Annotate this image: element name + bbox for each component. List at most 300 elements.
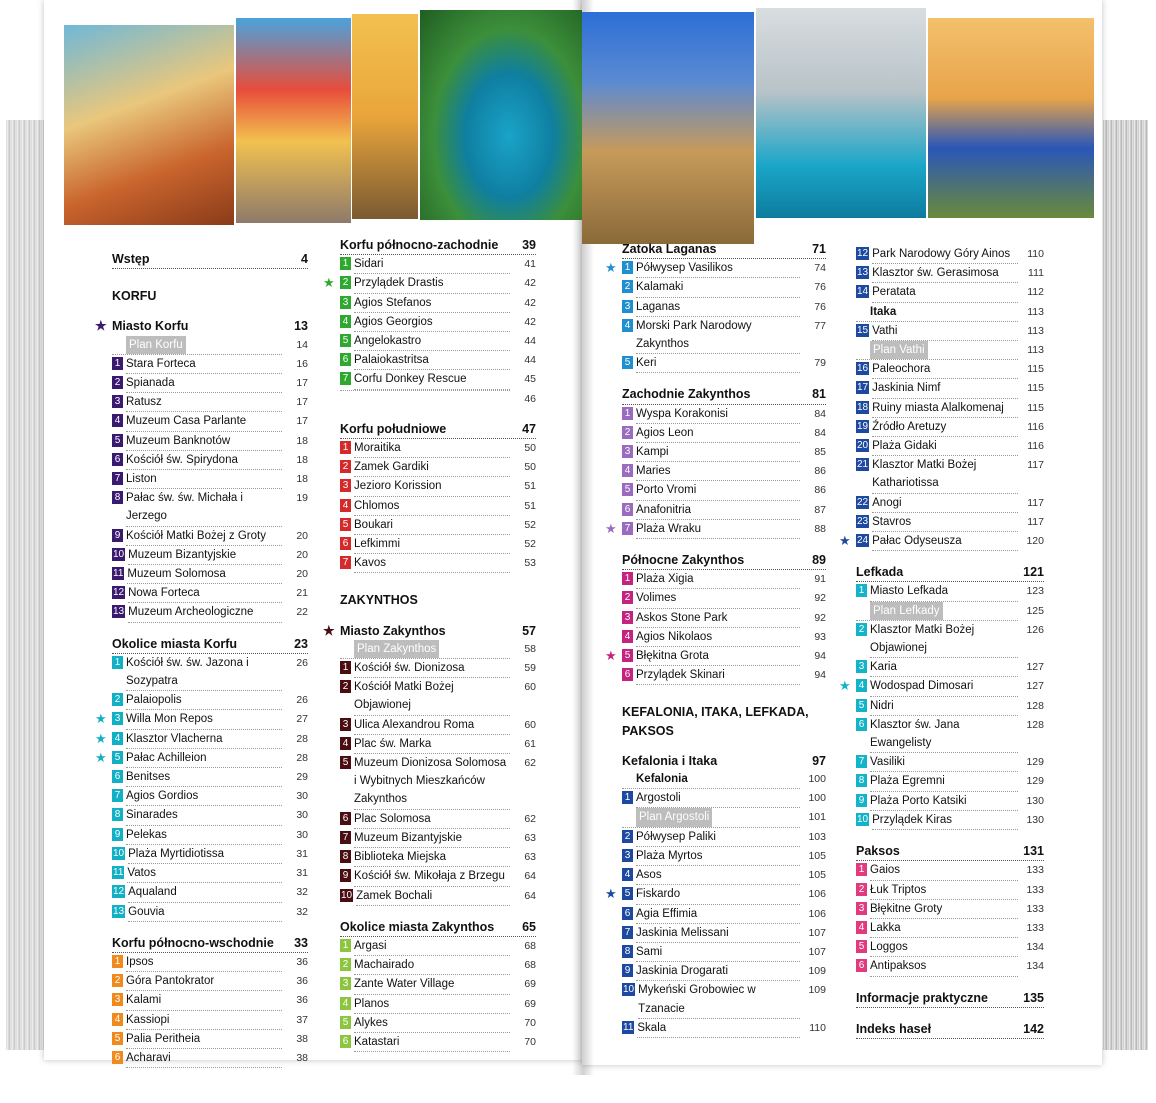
entry-title: Argasi bbox=[354, 937, 510, 956]
entry-number-badge: 3 bbox=[856, 902, 867, 915]
entry-title: Przylądek Drastis bbox=[354, 274, 510, 293]
section-page: 33 bbox=[294, 935, 308, 950]
entry-title: Zante Water Village bbox=[354, 975, 510, 994]
entry-number-badge: 7 bbox=[112, 789, 123, 802]
entry-title: Askos Stone Park bbox=[636, 609, 800, 628]
entry-page: 17 bbox=[296, 396, 308, 409]
toc-entry[interactable] bbox=[856, 264, 1044, 283]
toc-entry[interactable] bbox=[856, 658, 1044, 677]
entry-number-badge: 4 bbox=[622, 630, 633, 643]
entry-number-badge: 5 bbox=[622, 356, 633, 369]
entry-title: Agios Georgios bbox=[354, 313, 510, 332]
toc-entry[interactable] bbox=[112, 546, 308, 565]
toc-entry[interactable] bbox=[340, 313, 536, 332]
toc-entry[interactable] bbox=[112, 1030, 308, 1049]
section-heading[interactable] bbox=[856, 989, 1044, 1008]
subsection-title: Itaka bbox=[856, 303, 1018, 322]
entry-title: Przylądek Kiras bbox=[872, 811, 1018, 830]
entry-page: 130 bbox=[1026, 794, 1044, 807]
entry-title: Chlomos bbox=[354, 497, 510, 516]
toc-entry[interactable] bbox=[856, 792, 1044, 811]
toc-entry[interactable] bbox=[622, 354, 826, 373]
toc-entry[interactable] bbox=[95, 749, 308, 768]
entry-title: Plaża Myrtidiotissa bbox=[128, 845, 282, 864]
toc-entry[interactable] bbox=[856, 811, 1044, 830]
toc-entry[interactable] bbox=[112, 412, 308, 431]
section-heading[interactable] bbox=[622, 240, 826, 259]
entry-page: 41 bbox=[524, 258, 536, 271]
entry-title: Anogi bbox=[872, 494, 1018, 513]
entry-title: Ulica Alexandrou Roma bbox=[354, 716, 510, 735]
entry-page: 133 bbox=[1026, 902, 1044, 915]
entry-number-badge: 9 bbox=[622, 964, 633, 977]
entry-number-badge: 5 bbox=[340, 756, 351, 769]
toc-entry[interactable] bbox=[340, 255, 536, 274]
entry-page: 64 bbox=[524, 870, 536, 883]
section-heading[interactable] bbox=[340, 420, 536, 439]
entry-page: 92 bbox=[814, 611, 826, 624]
entry-page: 38 bbox=[296, 1051, 308, 1064]
toc-entry[interactable] bbox=[622, 924, 826, 943]
toc-entry[interactable] bbox=[340, 554, 536, 573]
toc-entry[interactable] bbox=[839, 532, 1044, 551]
toc-entry[interactable] bbox=[112, 451, 308, 470]
toc-entry[interactable] bbox=[340, 887, 536, 906]
map-entry[interactable] bbox=[856, 602, 1044, 621]
toc-entry[interactable] bbox=[605, 647, 826, 666]
section-page: 121 bbox=[1023, 565, 1044, 580]
entry-number-badge: 4 bbox=[856, 679, 867, 692]
entry-title: Kassiopi bbox=[126, 1011, 282, 1030]
toc-entry[interactable] bbox=[112, 972, 308, 991]
toc-entry[interactable] bbox=[340, 867, 536, 886]
entry-title: Agios Stefanos bbox=[354, 294, 510, 313]
section-title: Okolice miasta Korfu bbox=[112, 636, 238, 651]
toc-entry[interactable] bbox=[340, 1033, 536, 1052]
toc-entry[interactable] bbox=[622, 589, 826, 608]
toc-entry[interactable] bbox=[856, 418, 1044, 437]
entry-number-badge: 2 bbox=[622, 591, 633, 604]
toc-entry[interactable] bbox=[856, 938, 1044, 957]
section-heading[interactable] bbox=[856, 842, 1044, 861]
entry-page: 105 bbox=[808, 869, 826, 882]
toc-entry[interactable] bbox=[856, 494, 1044, 513]
toc-entry[interactable] bbox=[112, 489, 308, 526]
toc-entry[interactable] bbox=[112, 1011, 308, 1030]
entry-number-badge: 1 bbox=[112, 357, 123, 370]
star-icon: ★ bbox=[323, 275, 335, 291]
entry-page: 70 bbox=[524, 1016, 536, 1029]
toc-entry[interactable] bbox=[340, 332, 536, 351]
section-heading[interactable] bbox=[622, 752, 826, 770]
entry-page: 53 bbox=[524, 557, 536, 570]
entry-number-badge: 4 bbox=[340, 997, 351, 1010]
section-heading[interactable] bbox=[323, 622, 536, 640]
entry-page: 52 bbox=[524, 538, 536, 551]
toc-entry[interactable] bbox=[340, 477, 536, 496]
page-edges-left bbox=[6, 120, 46, 1050]
toc-entry[interactable] bbox=[622, 943, 826, 962]
entry-page: 109 bbox=[808, 984, 826, 997]
entry-title: Przylądek Skinari bbox=[636, 666, 800, 685]
toc-entry[interactable] bbox=[622, 570, 826, 589]
toc-entry[interactable] bbox=[95, 730, 308, 749]
entry-number-badge: 1 bbox=[622, 407, 633, 420]
toc-entry[interactable] bbox=[856, 360, 1044, 379]
toc-entry[interactable] bbox=[622, 628, 826, 647]
entry-number-badge: 2 bbox=[112, 693, 123, 706]
entry-title: Błękitne Groty bbox=[870, 900, 1018, 919]
toc-entry[interactable] bbox=[622, 501, 826, 520]
toc-entry[interactable] bbox=[622, 298, 826, 317]
entry-title: Klasztor św. Gerasimosa bbox=[872, 264, 1018, 283]
entry-title: Asos bbox=[636, 866, 800, 885]
map-entry[interactable] bbox=[856, 341, 1044, 360]
entry-number-badge: 1 bbox=[340, 257, 351, 270]
section-heading[interactable] bbox=[622, 551, 826, 570]
entry-page: 88 bbox=[814, 522, 826, 535]
toc-entry[interactable] bbox=[340, 458, 536, 477]
toc-entry[interactable] bbox=[112, 787, 308, 806]
section-heading[interactable] bbox=[112, 250, 308, 269]
entry-title: Kalami bbox=[126, 991, 282, 1010]
entry-title: Plaża Porto Katsiki bbox=[870, 792, 1018, 811]
map-page: 113 bbox=[1027, 344, 1044, 357]
toc-entry[interactable] bbox=[605, 259, 826, 278]
toc-entry[interactable] bbox=[856, 697, 1044, 716]
entry-number-badge: 6 bbox=[112, 1051, 123, 1064]
entry-page: 110 bbox=[809, 1021, 826, 1034]
entry-title: Plaża Egremni bbox=[870, 772, 1018, 791]
entry-number-badge: 5 bbox=[340, 1016, 351, 1029]
toc-entry[interactable] bbox=[112, 654, 308, 691]
toc-entry[interactable] bbox=[112, 953, 308, 972]
toc-entry[interactable] bbox=[622, 847, 826, 866]
entry-title: Sami bbox=[636, 943, 800, 962]
entry-page: 79 bbox=[814, 357, 826, 370]
section-heading[interactable] bbox=[95, 317, 308, 335]
entry-title: Pałac św. św. Michała i Jerzego bbox=[126, 489, 282, 526]
entry-page: 123 bbox=[1026, 585, 1044, 598]
entry-number-badge: 10 bbox=[113, 847, 125, 859]
toc-entry[interactable] bbox=[340, 937, 536, 956]
toc-entry[interactable] bbox=[112, 845, 308, 864]
toc-entry[interactable] bbox=[112, 768, 308, 787]
toc-entry[interactable] bbox=[856, 772, 1044, 791]
toc-entry[interactable] bbox=[622, 905, 826, 924]
photo-cliff-beach bbox=[64, 25, 234, 225]
entry-number-badge: 9 bbox=[112, 529, 123, 542]
toc-entry[interactable] bbox=[112, 864, 308, 883]
star-icon: ★ bbox=[323, 622, 335, 638]
toc-entry[interactable] bbox=[856, 900, 1044, 919]
section-title: Lefkada bbox=[856, 565, 904, 580]
toc-entry[interactable] bbox=[622, 317, 826, 354]
toc-entry[interactable] bbox=[856, 513, 1044, 532]
toc-entry[interactable] bbox=[112, 470, 308, 489]
section-heading[interactable] bbox=[112, 635, 308, 654]
toc-entry[interactable] bbox=[340, 294, 536, 313]
entry-number-badge: 5 bbox=[340, 334, 351, 347]
entry-number-badge: 4 bbox=[622, 868, 633, 881]
entry-number-badge: 1 bbox=[622, 261, 633, 274]
toc-entry[interactable] bbox=[856, 456, 1044, 493]
entry-page: 59 bbox=[524, 662, 536, 675]
section-heading[interactable] bbox=[622, 385, 826, 404]
photo-yellow-house bbox=[352, 14, 418, 219]
toc-entry[interactable] bbox=[340, 659, 536, 678]
toc-entry[interactable] bbox=[605, 885, 826, 904]
toc-entry[interactable] bbox=[622, 789, 826, 808]
entry-title: Plaża Wraku bbox=[636, 520, 800, 539]
entry-title: Plaża Myrtos bbox=[636, 847, 800, 866]
toc-column-2 bbox=[323, 236, 536, 1052]
toc-entry[interactable] bbox=[856, 621, 1044, 658]
entry-title: Źródło Aretuzy bbox=[872, 418, 1018, 437]
toc-entry[interactable] bbox=[839, 677, 1044, 696]
entry-page: 117 bbox=[1027, 459, 1044, 472]
toc-entry[interactable] bbox=[622, 866, 826, 885]
entry-number-badge: 6 bbox=[622, 907, 633, 920]
entry-page: 38 bbox=[296, 1032, 308, 1045]
entry-number-badge: 12 bbox=[857, 248, 869, 259]
toc-entry[interactable] bbox=[112, 691, 308, 710]
toc-entry[interactable] bbox=[340, 995, 536, 1014]
entry-number-badge: 7 bbox=[856, 755, 867, 768]
toc-column-1 bbox=[95, 238, 308, 1068]
section-title: Korfu południowe bbox=[340, 421, 447, 436]
entry-page: 63 bbox=[524, 831, 536, 844]
toc-entry[interactable] bbox=[622, 462, 826, 481]
entry-page: 63 bbox=[524, 851, 536, 864]
toc-entry[interactable] bbox=[112, 991, 308, 1010]
section-page: 47 bbox=[522, 421, 536, 436]
toc-entry[interactable] bbox=[856, 753, 1044, 772]
toc-entry[interactable] bbox=[622, 424, 826, 443]
entry-title: Vathi bbox=[872, 322, 1018, 341]
toc-entry[interactable] bbox=[112, 883, 308, 902]
toc-entry[interactable] bbox=[856, 322, 1044, 341]
toc-entry[interactable] bbox=[112, 432, 308, 451]
entry-title: Agia Effimia bbox=[636, 905, 800, 924]
toc-entry[interactable] bbox=[622, 443, 826, 462]
entry-title: Stavros bbox=[872, 513, 1018, 532]
photo-red-church bbox=[236, 18, 351, 223]
entry-number-badge: 23 bbox=[857, 515, 869, 527]
entry-title: Loggos bbox=[870, 938, 1018, 957]
map-entry[interactable] bbox=[622, 808, 826, 827]
entry-number-badge: 19 bbox=[857, 420, 869, 432]
toc-entry[interactable] bbox=[112, 355, 308, 374]
entry-page: 18 bbox=[296, 473, 308, 486]
entry-number-badge: 6 bbox=[112, 453, 123, 466]
entry-number-badge: 3 bbox=[622, 445, 633, 458]
toc-entry[interactable] bbox=[622, 666, 826, 685]
entry-title: Zamek Bochali bbox=[356, 887, 510, 906]
toc-entry[interactable] bbox=[856, 582, 1044, 601]
entry-number-badge: 4 bbox=[340, 499, 351, 512]
toc-entry[interactable] bbox=[340, 1014, 536, 1033]
entry-number-badge: 9 bbox=[856, 794, 867, 807]
toc-entry[interactable] bbox=[856, 379, 1044, 398]
entry-title: Spianada bbox=[126, 374, 282, 393]
section-heading[interactable] bbox=[112, 934, 308, 953]
toc-entry[interactable] bbox=[340, 535, 536, 554]
toc-entry[interactable] bbox=[856, 957, 1044, 976]
entry-number-badge: 24 bbox=[857, 535, 869, 547]
toc-entry[interactable] bbox=[112, 565, 308, 584]
toc-entry[interactable] bbox=[856, 399, 1044, 418]
photo-greek-flag-tower bbox=[582, 12, 754, 244]
section-heading[interactable] bbox=[340, 918, 536, 937]
entry-number-badge: 6 bbox=[112, 770, 123, 783]
toc-entry[interactable] bbox=[112, 903, 308, 922]
entry-page: 31 bbox=[296, 867, 308, 880]
section-page: 13 bbox=[294, 319, 308, 334]
map-page: 58 bbox=[524, 642, 536, 655]
entry-title: Kavos bbox=[354, 554, 510, 573]
entry-page: 117 bbox=[1027, 496, 1044, 509]
toc-entry[interactable] bbox=[340, 735, 536, 754]
entry-title: Nowa Forteca bbox=[128, 584, 282, 603]
entry-title: Agios Nikolaos bbox=[636, 628, 800, 647]
entry-number-badge: 1 bbox=[622, 791, 633, 804]
toc-entry[interactable] bbox=[95, 710, 308, 729]
toc-entry[interactable] bbox=[856, 919, 1044, 938]
map-label: Plan Argostoli bbox=[636, 808, 712, 826]
entry-number-badge: 5 bbox=[856, 940, 867, 953]
toc-entry[interactable] bbox=[622, 405, 826, 424]
section-page: 131 bbox=[1023, 844, 1044, 859]
toc-entry[interactable] bbox=[340, 678, 536, 715]
section-heading[interactable] bbox=[856, 1020, 1044, 1039]
toc-entry[interactable] bbox=[340, 516, 536, 535]
entry-page: 115 bbox=[1027, 382, 1044, 395]
toc-entry[interactable] bbox=[112, 603, 308, 622]
toc-entry[interactable] bbox=[856, 861, 1044, 880]
toc-entry[interactable] bbox=[340, 810, 536, 829]
toc-entry[interactable] bbox=[340, 439, 536, 458]
toc-entry[interactable] bbox=[856, 283, 1044, 302]
toc-entry[interactable] bbox=[340, 848, 536, 867]
page-edges-right bbox=[1103, 120, 1148, 1050]
toc-entry[interactable] bbox=[340, 975, 536, 994]
entry-number-badge: 3 bbox=[622, 300, 633, 313]
toc-entry[interactable] bbox=[112, 527, 308, 546]
section-page: 89 bbox=[812, 553, 826, 568]
toc-entry[interactable] bbox=[622, 828, 826, 847]
entry-number-badge: 1 bbox=[112, 656, 123, 669]
entry-page: 28 bbox=[296, 732, 308, 745]
entry-page: 128 bbox=[1026, 718, 1044, 731]
entry-page: 60 bbox=[524, 681, 536, 694]
section-heading[interactable] bbox=[340, 236, 536, 255]
entry-page: 30 bbox=[296, 790, 308, 803]
entry-page: 30 bbox=[296, 809, 308, 822]
section-heading[interactable] bbox=[856, 563, 1044, 582]
toc-entry[interactable] bbox=[622, 1019, 826, 1038]
toc-entry[interactable] bbox=[112, 806, 308, 825]
entry-number-badge: 17 bbox=[857, 382, 869, 394]
toc-entry[interactable] bbox=[622, 609, 826, 628]
section-title: Indeks haseł bbox=[856, 1021, 932, 1036]
star-icon: ★ bbox=[839, 533, 851, 549]
entry-title: Agios Gordios bbox=[126, 787, 282, 806]
toc-entry[interactable] bbox=[112, 826, 308, 845]
entry-number-badge: 6 bbox=[622, 668, 633, 681]
entry-page: 93 bbox=[814, 630, 826, 643]
entry-number-badge: 14 bbox=[857, 286, 869, 298]
toc-entry[interactable] bbox=[340, 370, 536, 389]
entry-page: 120 bbox=[1026, 535, 1044, 548]
entry-page: 126 bbox=[1026, 623, 1044, 636]
toc-entry[interactable] bbox=[112, 584, 308, 603]
subsection-title: Kefalonia bbox=[622, 770, 800, 789]
toc-entry[interactable] bbox=[605, 520, 826, 539]
entry-page: 17 bbox=[296, 377, 308, 390]
section-title: Okolice miasta Zakynthos bbox=[340, 919, 495, 934]
entry-number-badge: 1 bbox=[340, 441, 351, 454]
toc-entry[interactable] bbox=[340, 497, 536, 516]
entry-title: Muzeum Dionizosa Solomosa i Wybitnych Mieszkańców Zakynthos bbox=[354, 754, 510, 810]
entry-number-badge: 4 bbox=[856, 921, 867, 934]
entry-number-badge: 12 bbox=[113, 886, 125, 898]
entry-title: Półwysep Vasilikos bbox=[636, 259, 800, 278]
entry-page: 112 bbox=[1027, 286, 1044, 299]
toc-entry[interactable] bbox=[622, 278, 826, 297]
toc-entry[interactable] bbox=[112, 1049, 308, 1068]
toc-entry[interactable] bbox=[323, 274, 536, 293]
section-title: Korfu północno-wschodnie bbox=[112, 935, 274, 950]
entry-page: 30 bbox=[296, 828, 308, 841]
toc-entry[interactable] bbox=[856, 437, 1044, 456]
toc-entry[interactable] bbox=[340, 754, 536, 810]
entry-title: Jaskinia Melissani bbox=[636, 924, 800, 943]
toc-entry[interactable] bbox=[340, 716, 536, 735]
continuation-line bbox=[340, 390, 510, 391]
entry-page: 94 bbox=[814, 669, 826, 682]
toc-entry[interactable] bbox=[340, 351, 536, 370]
entry-page: 32 bbox=[296, 905, 308, 918]
entry-title: Peratata bbox=[872, 283, 1018, 302]
map-entry[interactable] bbox=[340, 640, 536, 659]
toc-entry[interactable] bbox=[856, 716, 1044, 753]
entry-page: 36 bbox=[296, 955, 308, 968]
toc-entry[interactable] bbox=[112, 374, 308, 393]
toc-entry[interactable] bbox=[622, 481, 826, 500]
section-page: 4 bbox=[301, 252, 308, 266]
entry-number-badge: 4 bbox=[340, 315, 351, 328]
toc-entry[interactable] bbox=[856, 245, 1044, 264]
toc-entry[interactable] bbox=[622, 962, 826, 981]
entry-number-badge: 2 bbox=[622, 426, 633, 439]
toc-entry[interactable] bbox=[856, 881, 1044, 900]
entry-number-badge: 6 bbox=[622, 503, 633, 516]
entry-page: 50 bbox=[524, 442, 536, 455]
map-entry[interactable] bbox=[112, 336, 308, 355]
section-page: 39 bbox=[522, 238, 536, 252]
toc-entry[interactable] bbox=[622, 981, 826, 1018]
entry-title: Antipaksos bbox=[870, 957, 1018, 976]
toc-entry[interactable] bbox=[340, 829, 536, 848]
entry-title: Laganas bbox=[636, 298, 800, 317]
toc-entry[interactable] bbox=[340, 956, 536, 975]
entry-page: 116 bbox=[1027, 440, 1044, 453]
entry-title: Morski Park Narodowy Zakynthos bbox=[636, 317, 800, 354]
toc-entry[interactable] bbox=[112, 393, 308, 412]
entry-title: Klasztor św. Jana Ewangelisty bbox=[870, 716, 1018, 753]
entry-page: 84 bbox=[814, 426, 826, 439]
